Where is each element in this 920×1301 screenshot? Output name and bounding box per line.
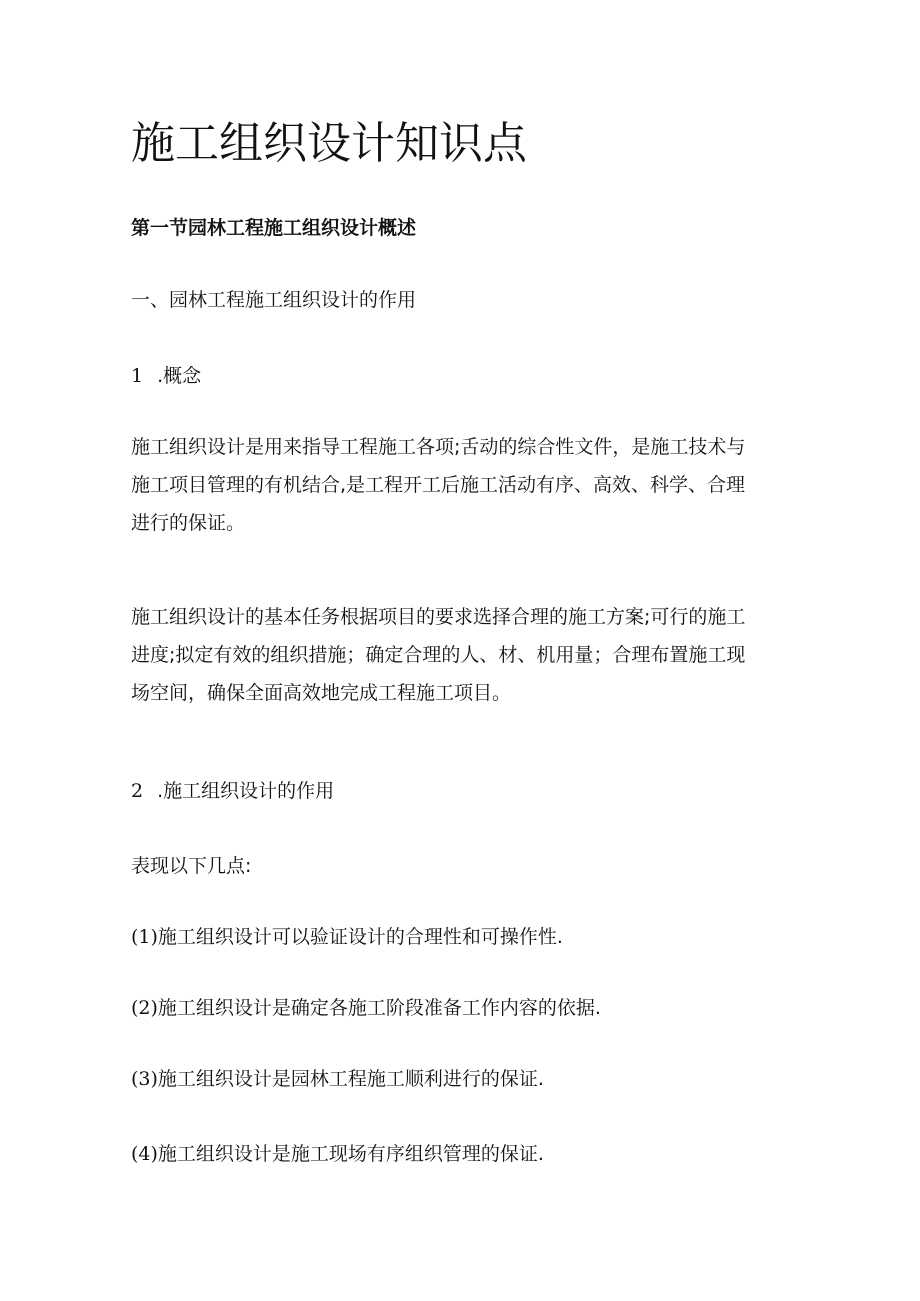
- paragraph-concept: [131, 428, 791, 542]
- point-number: (4): [131, 1143, 158, 1165]
- point-text: 施工组织设计是确定各施工阶段准备工作内容的依据.: [157, 997, 601, 1019]
- intro-line: 表现以下几点:: [131, 855, 252, 877]
- point-3: [131, 1065, 544, 1093]
- paragraph-line: 施工项目管理的有机结合,是工程开工后施工活动有序、高效、科学、合理: [131, 474, 746, 496]
- point-2: [131, 994, 601, 1022]
- item-1-heading: [131, 362, 201, 390]
- item-2-label: .施工组织设计的作用: [157, 780, 335, 802]
- paragraph-line: 施工组织设计的基本任务根据项目的要求选择合理的施工方案;可行的施工: [131, 606, 746, 628]
- point-number: (1): [131, 926, 158, 948]
- paragraph-basic-task: [131, 598, 791, 712]
- point-text: 施工组织设计是园林工程施工顺利进行的保证.: [157, 1068, 544, 1090]
- point-text: 施工组织设计是施工现场有序组织管理的保证.: [157, 1143, 544, 1165]
- point-4: [131, 1140, 544, 1168]
- point-1: [131, 923, 563, 951]
- item-1-label: .概念: [157, 365, 202, 387]
- section-heading: 第一节园林工程施工组织设计概述: [131, 217, 417, 239]
- page-title: 施工组织设计知识点: [131, 118, 527, 169]
- paragraph-line: 进度;拟定有效的组织措施；确定合理的人、材、机用量；合理布置施工现: [131, 644, 746, 666]
- paragraph-line: 施工组织设计是用来指导工程施工各项;舌动的综合性文件，是施工技术与: [131, 436, 746, 458]
- paragraph-line: 场空间，确保全面高效地完成工程施工项目。: [131, 682, 512, 704]
- point-number: (3): [131, 1068, 158, 1090]
- point-number: (2): [131, 997, 158, 1019]
- item-1-number: 1: [131, 365, 144, 387]
- subsection-heading: 一、园林工程施工组织设计的作用: [131, 289, 417, 311]
- paragraph-line: 进行的保证。: [131, 512, 246, 534]
- item-2-number: 2: [131, 780, 144, 802]
- point-text: 施工组织设计可以验证设计的合理性和可操作性.: [157, 926, 563, 948]
- item-2-heading: [131, 777, 334, 805]
